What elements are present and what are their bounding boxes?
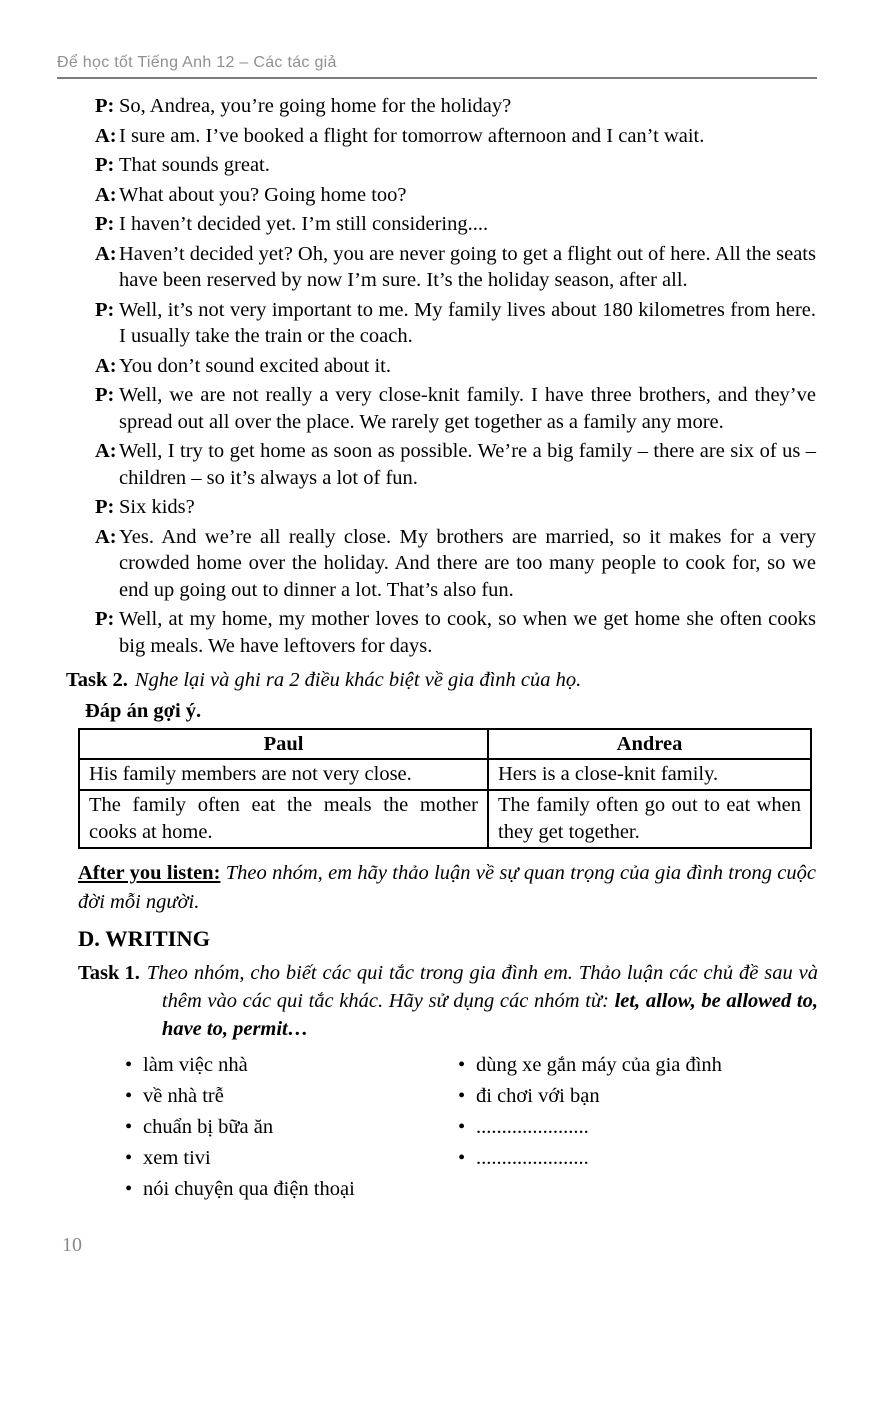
dialogue-text: Yes. And we’re all really close. My brothers are married, so it makes for a very crowded home over the holiday. And there are too many people to cook for, so we end up going out to dinner a lot. That’s also fun. <box>119 525 816 601</box>
list-item-text: làm việc nhà <box>143 1054 248 1076</box>
bullet-icon: • <box>458 1054 466 1076</box>
task1-instruction-phrases: let, allow, be allowed to, have to, permit… <box>161 990 818 1040</box>
bullet-icon: • <box>125 1085 133 1107</box>
table-cell-paul: His family members are not very close. <box>79 759 488 790</box>
dialogue-text: I sure am. I’ve booked a flight for tomorrow afternoon and I can’t wait. <box>119 124 705 147</box>
list-item <box>458 1084 722 1108</box>
bullet-icon: • <box>458 1116 466 1138</box>
list-item-text: về nhà trễ <box>143 1085 224 1107</box>
dialogue-text: So, Andrea, you’re going home for the holiday? <box>119 95 512 117</box>
dialogue-text: Well, we are not really a very close-knit family. I have three brothers, and they’ve spread out all over the place. We rarely get together as a family any more. <box>119 384 816 433</box>
list-item-text: xem tivi <box>143 1147 211 1169</box>
task1-instruction-normal: Theo nhóm, cho biết các qui tắc trong gia đình em. Thảo luận các chủ đề sau và thêm vào các qui tắc khác. Hãy sử dụng các nhóm từ: <box>146 962 818 1012</box>
list-item-text: chuẩn bị bữa ăn <box>143 1116 274 1138</box>
table-cell-andrea: Hers is a close-knit family. <box>488 759 811 790</box>
after-you-listen-text: Theo nhóm, em hãy thảo luận về sự quan trọng của gia đình trong cuộc đời mỗi người. <box>78 862 817 913</box>
dialogue-line <box>95 438 816 491</box>
list-item-text: dùng xe gắn máy của gia đình <box>476 1054 722 1076</box>
dialogue-text: That sounds great. <box>119 154 270 176</box>
speaker-label: A: <box>95 242 117 265</box>
table-header-andrea: Andrea <box>488 729 811 759</box>
table-header-paul: Paul <box>79 729 488 759</box>
speaker-label: P: <box>95 213 115 235</box>
table-row <box>79 759 811 790</box>
topics-list-right-column <box>458 1053 722 1208</box>
list-item-text: nói chuyện qua điện thoại <box>143 1178 355 1200</box>
after-you-listen-label: After you listen: <box>78 862 221 884</box>
after-you-listen-row <box>78 859 816 917</box>
speaker-label: P: <box>95 384 115 406</box>
answer-table-head <box>79 729 811 759</box>
dialogue-line <box>95 382 816 435</box>
dialogue-text: You don’t sound excited about it. <box>119 354 392 377</box>
topics-list-left-column <box>125 1053 458 1208</box>
dialogue-line <box>95 211 816 238</box>
task2-instruction-text: Nghe lại và ghi ra 2 điều khác biệt về gia đình của họ. <box>134 669 582 691</box>
dialogue-text: Well, it’s not very important to me. My family lives about 180 kilometres from here. I usually take the train or the coach. <box>119 298 816 347</box>
speaker-label: A: <box>95 440 117 462</box>
table-row <box>79 790 811 848</box>
task1-instruction-row <box>78 959 818 1043</box>
dialogue-line <box>95 494 816 521</box>
bullet-icon: • <box>458 1085 466 1107</box>
dialogue-text: I haven’t decided yet. I’m still considering.... <box>119 213 489 235</box>
dialogue-line <box>95 93 816 120</box>
page-number: 10 <box>62 1234 82 1256</box>
bullet-icon: • <box>458 1147 466 1169</box>
dialogue-text: Well, I try to get home as soon as possible. We’re a big family – there are six of us – children – so it’s always a lot of fun. <box>119 440 816 489</box>
task2-label: Task 2. <box>66 669 128 691</box>
list-item <box>125 1053 458 1077</box>
running-header <box>57 54 817 79</box>
dialogue-text: Haven’t decided yet? Oh, you are never going to get a flight out of here. All the seats have been reserved by now I’m sure. It’s the holiday season, after all. <box>119 242 816 291</box>
dialogue-line <box>95 606 816 659</box>
dialogue-line <box>95 353 816 380</box>
answer-table-body <box>79 759 811 848</box>
dialogue-line <box>95 152 816 179</box>
dialogue-line <box>95 123 816 150</box>
dialogue-line <box>95 524 816 604</box>
speaker-label: A: <box>95 124 117 147</box>
topics-list <box>125 1053 892 1208</box>
bullet-icon: • <box>125 1147 133 1169</box>
list-item-text: ...................... <box>476 1147 589 1169</box>
speaker-label: A: <box>95 525 117 548</box>
dialogue-text: Six kids? <box>119 496 195 518</box>
list-item <box>458 1115 722 1139</box>
speaker-label: P: <box>95 298 115 321</box>
answer-key-heading: Đáp án gợi ý. <box>85 700 202 722</box>
speaker-label: P: <box>95 154 115 176</box>
list-item <box>458 1146 722 1170</box>
speaker-label: P: <box>95 608 115 630</box>
list-item <box>125 1146 458 1170</box>
speaker-label: P: <box>95 496 115 518</box>
speaker-label: A: <box>95 183 117 206</box>
list-item <box>125 1177 458 1201</box>
task1-instruction-text <box>147 959 818 1043</box>
task1-label: Task 1. <box>78 962 140 984</box>
bullet-icon: • <box>125 1178 133 1200</box>
dialogue-text: Well, at my home, my mother loves to cook, so when we get home she often cooks big meals. We have leftovers for days. <box>119 608 816 657</box>
list-item <box>125 1115 458 1139</box>
dialogue-line <box>95 297 816 350</box>
task2-instruction-row <box>66 667 816 694</box>
list-item-text: ...................... <box>476 1116 589 1138</box>
bullet-icon: • <box>125 1116 133 1138</box>
textbook-page <box>0 54 892 1257</box>
list-item <box>458 1053 722 1077</box>
dialogue-text: What about you? Going home too? <box>119 183 407 206</box>
bullet-icon: • <box>125 1054 133 1076</box>
table-header-row <box>79 729 811 759</box>
answer-table <box>78 728 812 849</box>
list-item-text: đi chơi với bạn <box>476 1085 600 1107</box>
dialogue-line <box>95 241 816 294</box>
list-item <box>125 1084 458 1108</box>
speaker-label: P: <box>95 95 115 117</box>
writing-section-heading: D. WRITING <box>78 926 211 951</box>
speaker-label: A: <box>95 354 117 377</box>
running-header-title: Để học tốt Tiếng Anh 12 – Các tác giả <box>57 54 337 71</box>
dialogue-section <box>95 93 816 659</box>
dialogue-line <box>95 182 816 209</box>
table-cell-andrea: The family often go out to eat when they get together. <box>488 790 811 848</box>
table-cell-paul: The family often eat the meals the mother cooks at home. <box>79 790 488 848</box>
